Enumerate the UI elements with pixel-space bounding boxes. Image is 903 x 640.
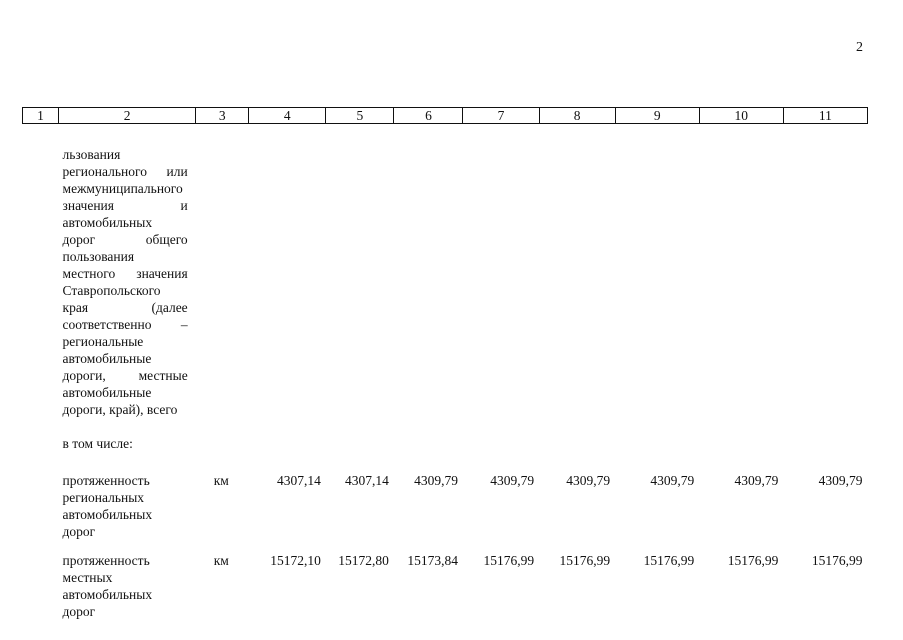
value-cell: 15176,99 [811, 553, 863, 568]
value-cell: 4309,79 [490, 473, 535, 488]
value-cell: 4309,79 [566, 473, 611, 488]
row-unit: км [213, 473, 229, 488]
column-header-11: 11 [783, 108, 867, 124]
value-cell: 4309,79 [734, 473, 779, 488]
table-row [23, 540, 868, 620]
page-number: 2 [856, 40, 863, 55]
column-header-3: 3 [196, 108, 249, 124]
column-header-1: 1 [23, 108, 59, 124]
value-cell: 15176,99 [483, 553, 535, 568]
column-header-10: 10 [699, 108, 783, 124]
subheading-text: в том числе: [62, 436, 133, 451]
value-cell: 4307,14 [345, 473, 389, 488]
value-cell: 15176,99 [559, 553, 611, 568]
value-cell: 15176,99 [643, 553, 695, 568]
column-header-5: 5 [326, 108, 394, 124]
value-cell: 4309,79 [818, 473, 863, 488]
row-name: протяженность местных автомобильных дорог [62, 553, 153, 619]
value-cell: 15176,99 [727, 553, 779, 568]
intro-text: льзования регионального или межмуниципального значения и автомобильных дорог общего пользования местного значения Ставропольского края (далее соответственно – региональные автомобильные дороги, местные автомобильные дороги, край), всего [62, 147, 188, 417]
value-cell: 15172,80 [338, 553, 389, 568]
column-header-9: 9 [615, 108, 699, 124]
column-header-2: 2 [59, 108, 196, 124]
value-cell: 4307,14 [276, 473, 321, 488]
row-name: протяженность региональных автомобильных дорог [62, 473, 153, 539]
table-row-subheading [23, 418, 868, 452]
table-row-intro [23, 124, 868, 419]
column-header-4: 4 [249, 108, 326, 124]
column-header-7: 7 [463, 108, 539, 124]
value-cell: 4309,79 [650, 473, 695, 488]
table-header-row [23, 108, 868, 124]
column-header-8: 8 [539, 108, 615, 124]
value-cell: 15172,10 [270, 553, 321, 568]
value-cell: 15173,84 [407, 553, 458, 568]
value-cell: 4309,79 [414, 473, 458, 488]
row-unit: км [213, 553, 229, 568]
column-header-6: 6 [394, 108, 463, 124]
indicator-table [22, 107, 868, 620]
table-row [23, 452, 868, 540]
